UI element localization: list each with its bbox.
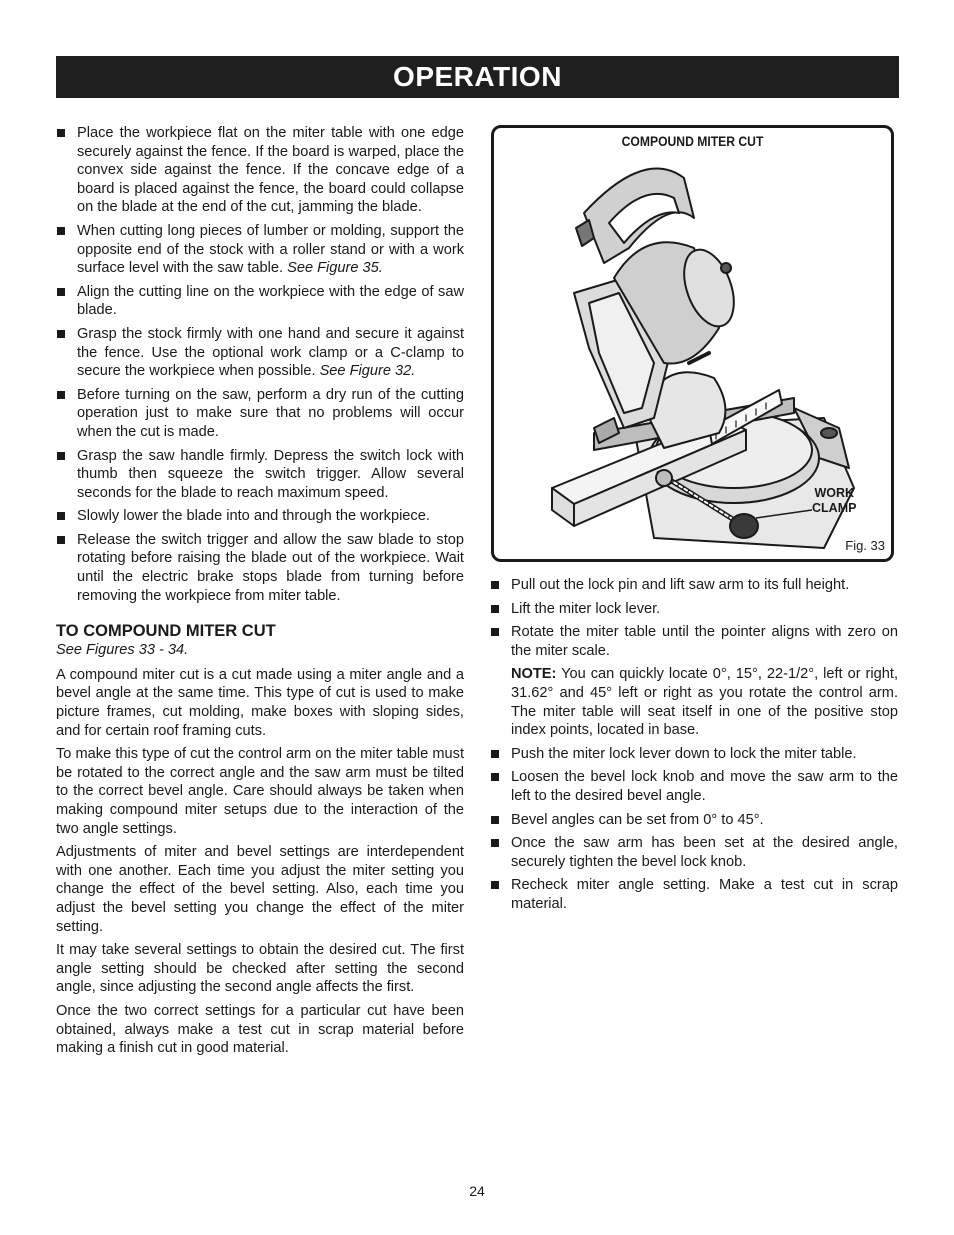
figure-reference: See Figure 32.: [319, 363, 416, 380]
body-paragraph: Adjustments of miter and bevel settings are interdependent with one another. Each time you adjust the miter setting you change the effect of the bevel setting. Also, each time you adjust the bevel setting you change the effect of the miter setting.: [56, 844, 464, 935]
page-number: 24: [469, 1183, 485, 1199]
work-clamp-label: WORK CLAMP: [812, 486, 857, 515]
list-item: Bevel angles can be set from 0° to 45°.: [490, 811, 898, 830]
figure-number: Fig. 33: [845, 538, 885, 553]
list-item: Grasp the stock firmly with one hand and secure it against the fence. Use the optional work clamp or a C-clamp to secure the workpiece when possible. See Figure 32.: [56, 325, 464, 381]
list-item: Grasp the saw handle firmly. Depress the switch lock with thumb then squeeze the switch trigger. Allow several seconds for the blade to reach maximum speed.: [56, 447, 464, 503]
section-heading: TO COMPOUND MITER CUT: [56, 622, 276, 641]
left-column: [56, 124, 464, 1063]
list-item: Recheck miter angle setting. Make a test cut in scrap material.: [490, 876, 898, 913]
figure-33-box: [491, 125, 894, 562]
list-item: Rotate the miter table until the pointer aligns with zero on the miter scale.: [490, 623, 898, 660]
figure-title: COMPOUND MITER CUT: [621, 134, 764, 149]
body-paragraph: It may take several settings to obtain the desired cut. The first angle setting should be checked after setting the second angle, since adjusting the second angle affects the first.: [56, 942, 464, 996]
list-item: Align the cutting line on the workpiece with the edge of saw blade.: [56, 283, 464, 320]
list-item: Slowly lower the blade into and through the workpiece.: [56, 507, 464, 526]
list-item: Lift the miter lock lever.: [490, 600, 898, 619]
list-item: Release the switch trigger and allow the saw blade to stop rotating before raising the blade out of the workpiece. Wait until the electric brake stops blade from turning before removing the workpiece from miter table.: [56, 531, 464, 605]
body-paragraph: Once the two correct settings for a particular cut have been obtained, always make a test cut in scrap material before making a finish cut in good material.: [56, 1002, 464, 1057]
left-bullet-list: [56, 124, 464, 605]
right-bullet-list-a: [490, 576, 898, 660]
note-paragraph: NOTE: You can quickly locate 0°, 15°, 22-1/2°, left or right, 31.62° and 45° left or right as you rotate the control arm. The miter table will seat itself in one of the positive stop index points, located in base.: [511, 666, 898, 739]
right-column: [490, 576, 898, 919]
section-subheading: See Figures 33 - 34.: [56, 642, 189, 659]
right-bullet-list-b: [490, 745, 898, 914]
list-item: Pull out the lock pin and lift saw arm to its full height.: [490, 576, 898, 595]
figure-reference: See Figure 35.: [287, 260, 383, 277]
list-item: Push the miter lock lever down to lock the miter table.: [490, 745, 898, 764]
list-item: Place the workpiece flat on the miter table with one edge securely against the fence. If the board is warped, place the convex side against the fence. If the concave edge of a board is placed against the fence, the board could collapse on the blade at the end of the cut, jamming the blade.: [56, 124, 464, 217]
body-paragraph: To make this type of cut the control arm on the miter table must be rotated to the correct angle and the saw arm must be tilted to the correct bevel angle. Care should always be taken when making compound miter setups due to the interaction of the two angle settings.: [56, 746, 464, 837]
list-item: When cutting long pieces of lumber or molding, support the opposite end of the stock with a roller stand or with a work surface level with the saw table. See Figure 35.: [56, 222, 464, 278]
page-header-banner: OPERATION: [56, 56, 899, 98]
list-item: Loosen the bevel lock knob and move the saw arm to the left to the desired bevel angle.: [490, 768, 898, 805]
body-paragraph: A compound miter cut is a cut made using a miter angle and a bevel angle at the same time. This type of cut is used to make picture frames, cut molding, make boxes with sloping sides, and for certain roof framing cuts.: [56, 666, 464, 739]
list-item: Before turning on the saw, perform a dry run of the cutting operation just to make sure that no problems will occur when the cut is made.: [56, 386, 464, 442]
list-item: Once the saw arm has been set at the desired angle, securely tighten the bevel lock knob.: [490, 834, 898, 871]
note-label: NOTE:: [511, 666, 557, 683]
